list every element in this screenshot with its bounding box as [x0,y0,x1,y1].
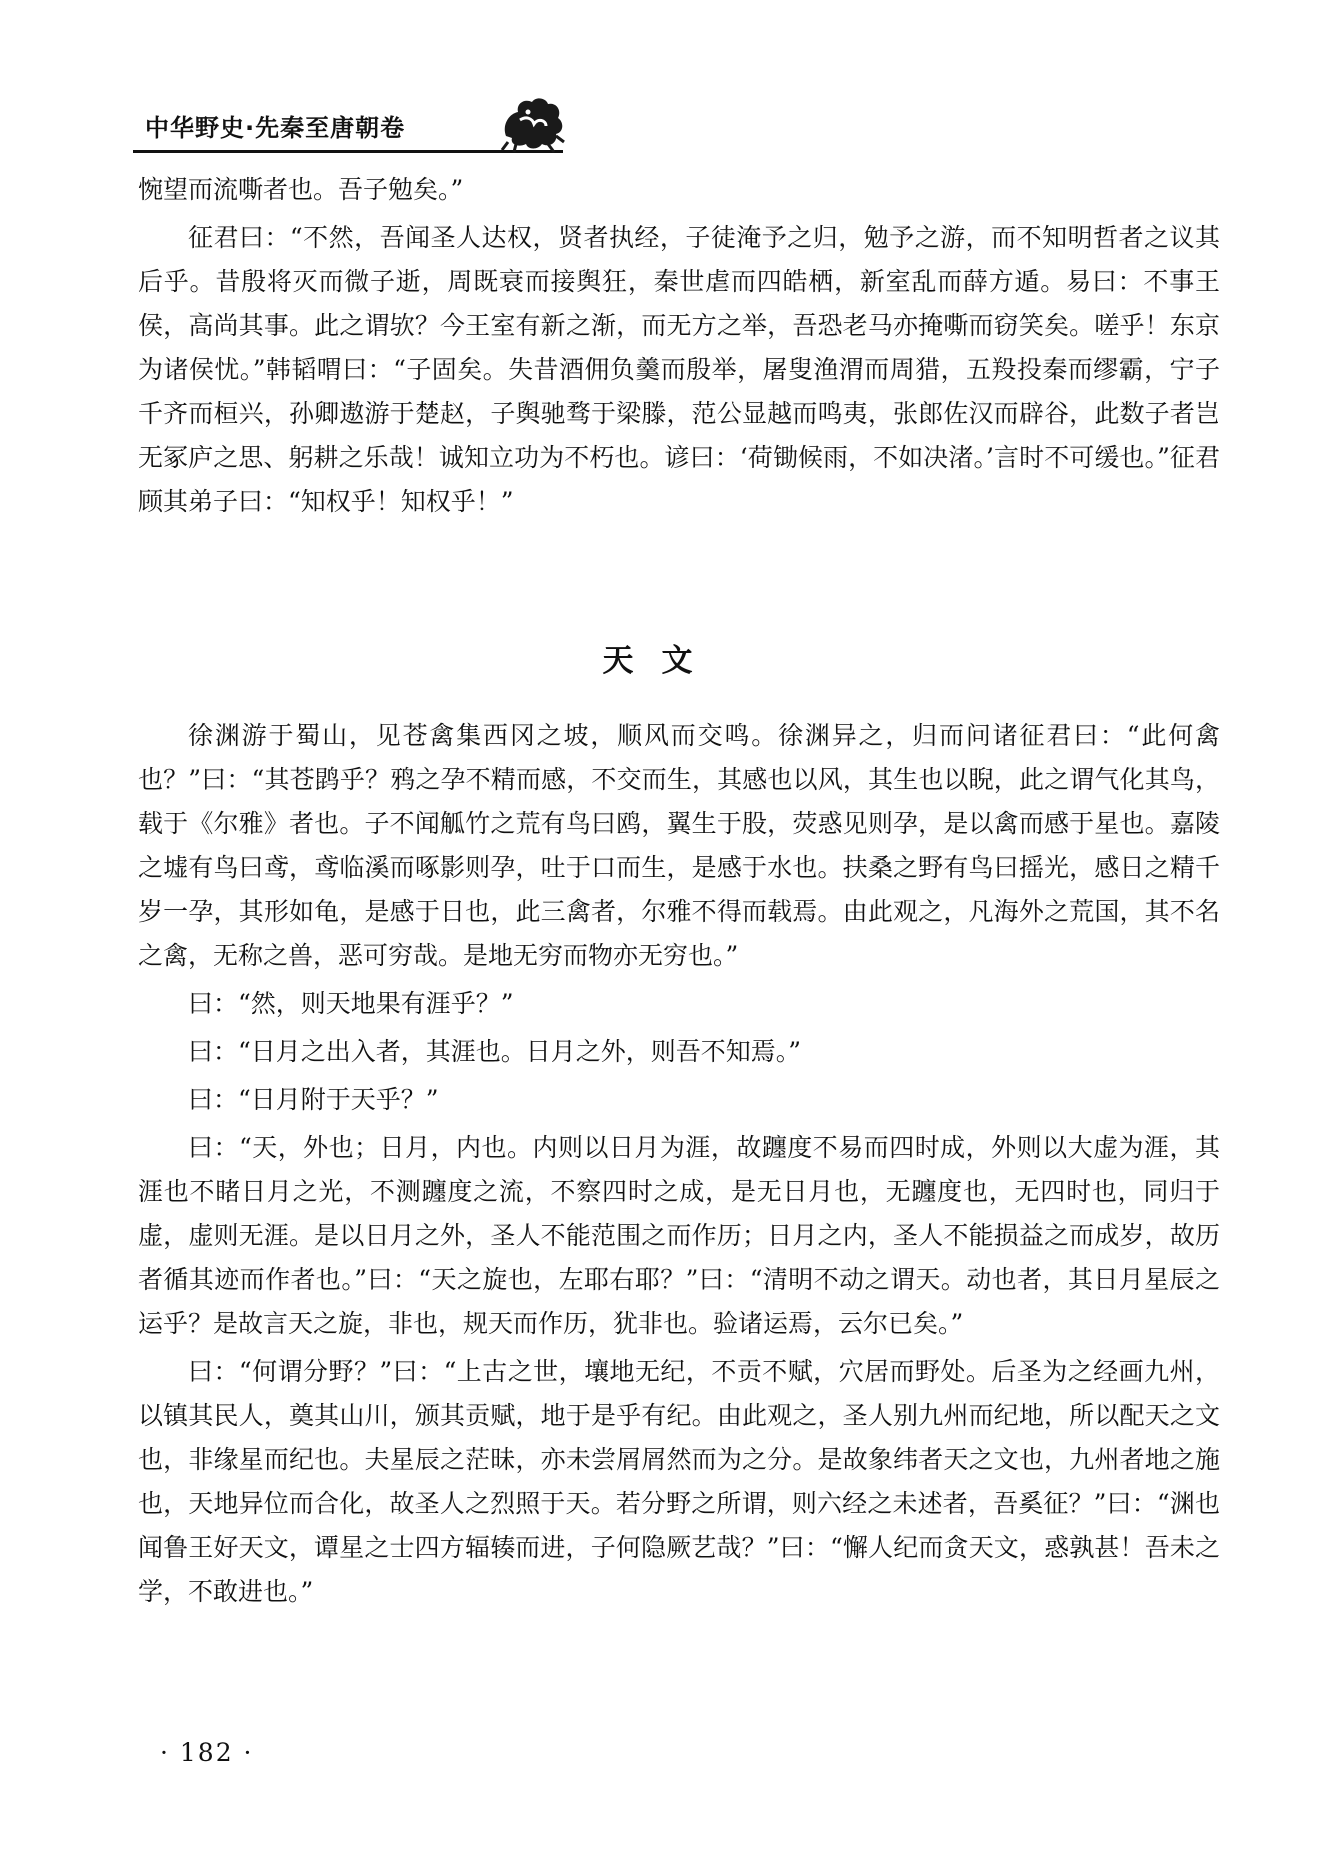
section-title: 天文 [602,643,721,679]
paragraph: 曰：“日月附于天乎？” [188,1085,439,1114]
dragon-emblem-icon [498,92,570,154]
body-block-top [138,168,1220,528]
paragraph: 征君曰：“不然，吾闻圣人达权，贤者执经，子徒淹予之归，勉予之游，而不知明哲者之议其后乎。昔殷将灭而微子逝，周既衰而接舆狂，秦世虐而四皓栖，新室乱而薛方遁。易曰：不事王侯，高尚其事。此之谓欤？今王室有新之渐，而无方之举，吾恐老马亦掩嘶而窃笑矣。嗟乎！东京为诸侯忧。”韩韬喟曰：“子固矣。失昔酒佣负羹而殷举，屠叟渔渭而周猎，五羖投秦而缪霸，宁子千齐而桓兴，孙卿遨游于楚赵，子舆驰骛于梁滕，范公显越而鸣夷，张郎佐汉而辟谷，此数子者岂无冢庐之思、躬耕之乐哉！诚知立功为不朽也。谚曰：‘荷锄候雨，不如决渚。’言时不可缓也。”征君顾其弟子曰：“知权乎！知权乎！” [138,223,1220,516]
paragraph: 徐渊游于蜀山，见苍禽集西冈之坡，顺风而交鸣。徐渊异之，归而问诸征君曰：“此何禽也？”曰：“其苍鹍乎？鸦之孕不精而感，不交而生，其感也以风，其生也以睨，此之谓气化其鸟，载于《尔雅》者也。子不闻觚竹之荒有鸟曰鸥，翼生于股，荧惑见则孕，是以禽而感于星也。嘉陵之墟有鸟曰鸢，鸢临溪而啄影则孕，吐于口而生，是感于水也。扶桑之野有鸟曰摇光，感日之精千岁一孕，其形如龟，是感于日也，此三禽者，尔雅不得而载焉。由此观之，凡海外之荒国，其不名之禽，无称之兽，恶可穷哉。是地无穷而物亦无穷也。” [138,721,1220,970]
paragraph: 曰：“天，外也；日月，内也。内则以日月为涯，故躔度不易而四时成，外则以大虚为涯，其涯也不睹日月之光，不测躔度之流，不察四时之成，是无日月也，无躔度也，无四时也，同归于虚，虚则无涯。是以日月之外，圣人不能范围之而作历；日月之内，圣人不能损益之而成岁，故历者循其迹而作者也。”曰：“天之旋也，左耶右耶？”曰：“清明不动之谓天。动也者，其日月星辰之运乎？是故言天之旋，非也，规天而作历，犹非也。验诸运焉，云尔已矣。” [138,1133,1220,1338]
paragraph: 惋望而流嘶者也。吾子勉矣。” [138,175,464,204]
book-title: 中华野史·先秦至唐朝卷 [145,114,406,142]
paragraph: 曰：“日月之出入者，其涯也。日月之外，则吾不知焉。” [188,1037,802,1066]
page-number: · 182 · [160,1738,254,1767]
paragraph: 曰：“何谓分野？”曰：“上古之世，壤地无纪，不贡不赋，穴居而野处。后圣为之经画九州，以镇其民人，奠其山川，颁其贡赋，地于是乎有纪。由此观之，圣人别九州而纪地，所以配天之文也，非缘星而纪也。夫星辰之茫昧，亦未尝屑屑然而为之分。是故象纬者天之文也，九州者地之施也，天地异位而合化，故圣人之烈照于天。若分野之所谓，则六经之未述者，吾奚征？”曰：“渊也闻鲁王好天文，谭星之士四方辐辏而进，子何隐厥艺哉？”曰：“懈人纪而贪天文，惑孰甚！吾未之学，不敢进也。” [138,1357,1220,1606]
paragraph: 曰：“然，则天地果有涯乎？” [188,989,514,1018]
body-block-bottom [138,714,1220,1618]
